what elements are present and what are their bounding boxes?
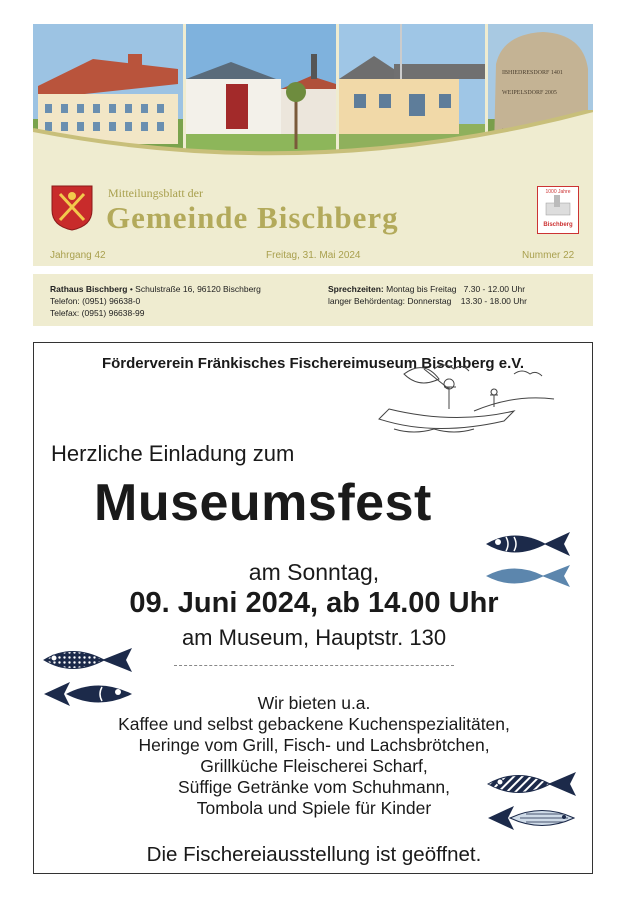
fish-navy-icon [484, 529, 574, 559]
offer-item: Tombola und Spiele für Kinder [196, 798, 432, 818]
event-location: am Museum, Hauptstr. 130 [181, 625, 447, 650]
stone-text-2: WEIPELSDORF 2005 [502, 90, 557, 96]
fish-navy-icon [42, 679, 134, 709]
header-subtitle: Mitteilungsblatt der [108, 186, 203, 200]
volume-label: Jahrgang 42 [50, 250, 106, 261]
phone-number: Telefon: (0951) 96638-0 [50, 296, 141, 306]
issue-date: Freitag, 31. Mai 2024 [266, 250, 361, 261]
coat-of-arms-icon [50, 184, 94, 232]
anniversary-badge [537, 186, 579, 234]
offers-list [34, 693, 594, 819]
hours-label: Sprechzeiten: [328, 284, 384, 294]
hours-days: Montag bis Freitag [386, 284, 457, 294]
offer-item: Heringe vom Grill, Fisch- und Lachsbrötchen, [138, 735, 490, 755]
fish-striped-icon [486, 769, 578, 799]
long-day-time: 13.30 - 18.00 Uhr [460, 296, 527, 306]
badge-name: Bischberg [543, 222, 573, 228]
stone-text-1: IBHIEDRESDORF 1401 [502, 70, 563, 76]
badge-years: 1000 Jahre [545, 189, 571, 195]
fish-outline-icon [486, 803, 578, 833]
organizer-name: Förderverein Fränkisches Fischereimuseum Bischberg e.V. [101, 355, 525, 372]
offer-item: Kaffee und selbst gebackene Kuchenspezialitäten, [118, 714, 510, 734]
header-wave [33, 110, 593, 170]
hours-time: 7.30 - 12.00 Uhr [463, 284, 526, 294]
fisherman-boat-sketch [364, 359, 564, 449]
event-title: Museumsfest [94, 474, 432, 532]
page-title: Gemeinde Bischberg [106, 200, 399, 235]
offer-item: Süffige Getränke vom Schuhmann, [177, 777, 451, 797]
offers-title: Wir bieten u.a. [257, 693, 371, 713]
fax-number: Telefax: (0951) 96638-99 [50, 308, 145, 318]
issue-number: Nummer 22 [522, 250, 575, 261]
invite-line: Herzliche Einladung zum [51, 441, 295, 466]
event-poster [33, 342, 593, 874]
contact-right [328, 283, 527, 307]
townhall-address: Schulstraße 16, 96120 Bischberg [135, 284, 261, 294]
fish-blue-icon [484, 561, 574, 591]
exhibition-note: Die Fischereiausstellung ist geöffnet. [146, 843, 482, 866]
event-day: am Sonntag, [248, 559, 380, 585]
long-day-label: langer Behördentag: Donnerstag [328, 296, 452, 306]
church-icon [538, 195, 578, 217]
townhall-label: Rathaus Bischberg [50, 284, 128, 294]
offer-item: Grillküche Fleischerei Scharf, [200, 756, 428, 776]
event-datetime: 09. Juni 2024, ab 14.00 Uhr [129, 587, 499, 619]
divider [174, 665, 454, 666]
fish-patterned-icon [42, 645, 134, 675]
contact-left: Rathaus Bischberg • Schulstraße 16, 96120 Bischberg Telefon: (0951) 96638-0 Telefax: (0951) 96638-99 [50, 284, 261, 318]
